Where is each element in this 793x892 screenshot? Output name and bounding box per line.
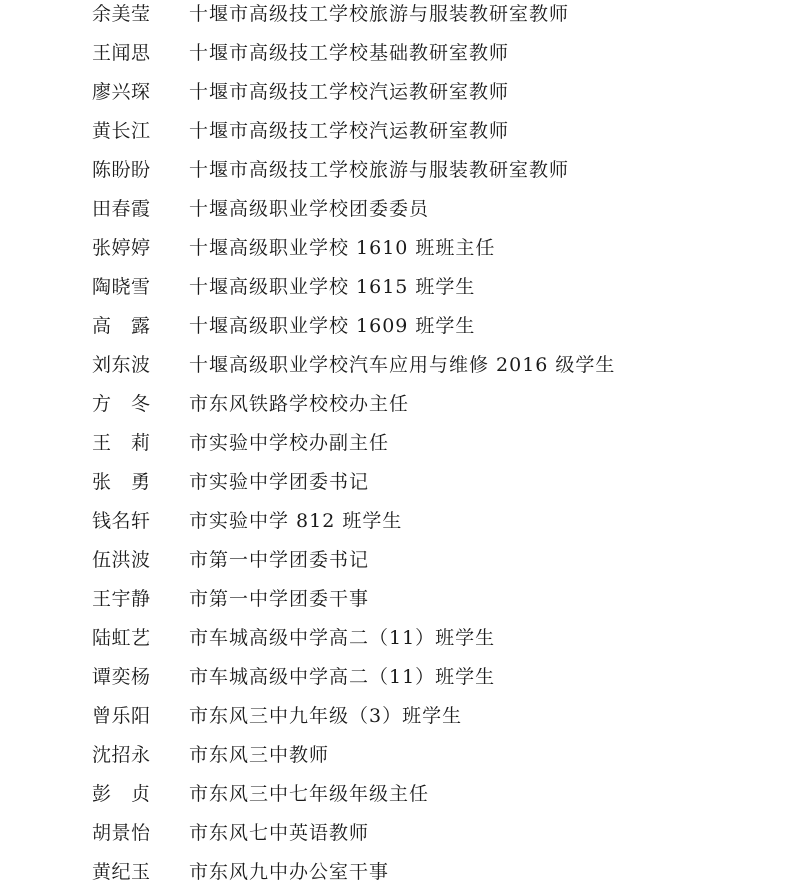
person-name: 张婷婷: [92, 237, 151, 259]
person-name: 黄纪玉: [92, 861, 151, 883]
person-title: 市第一中学团委干事: [189, 588, 370, 610]
person-name: 钱名轩: [92, 510, 151, 532]
person-name: 王闻思: [92, 42, 151, 64]
person-title: 十堰市高级技工学校汽运教研室教师: [189, 81, 510, 103]
list-item: [0, 775, 793, 814]
person-title: 市第一中学团委书记: [189, 549, 370, 571]
person-title: 市实验中学 812 班学生: [189, 510, 403, 532]
person-name: 胡景怡: [92, 822, 151, 844]
person-name: 沈招永: [92, 744, 151, 766]
person-title: 十堰市高级技工学校旅游与服装教研室教师: [189, 159, 570, 181]
person-name: 刘东波: [92, 354, 151, 376]
person-name: 陈盼盼: [92, 159, 151, 181]
person-title: 十堰高级职业学校 1615 班学生: [189, 276, 476, 298]
list-item: [0, 229, 793, 268]
person-name: 黄长江: [92, 120, 151, 142]
person-name: 廖兴琛: [92, 81, 151, 103]
list-item: [0, 190, 793, 229]
person-title: 十堰高级职业学校 1610 班班主任: [189, 237, 496, 259]
list-item: [0, 697, 793, 736]
person-name: 王 莉: [92, 432, 151, 454]
list-item: [0, 853, 793, 892]
person-title: 市东风九中办公室干事: [189, 861, 390, 883]
list-item: [0, 736, 793, 775]
person-name: 田春霞: [92, 198, 151, 220]
list-item: [0, 346, 793, 385]
list-item: [0, 0, 793, 34]
person-title: 市东风七中英语教师: [189, 822, 370, 844]
list-item: [0, 541, 793, 580]
person-name: 余美莹: [92, 3, 151, 25]
person-title: 市东风铁路学校校办主任: [189, 393, 410, 415]
list-item: [0, 34, 793, 73]
list-item: [0, 502, 793, 541]
list-item: [0, 619, 793, 658]
list-item: [0, 73, 793, 112]
person-name: 方 冬: [92, 393, 151, 415]
person-title: 十堰高级职业学校汽车应用与维修 2016 级学生: [189, 354, 616, 376]
person-name: 陆虹艺: [92, 627, 151, 649]
list-item: [0, 658, 793, 697]
person-title: 市车城高级中学高二（11）班学生: [189, 627, 496, 649]
person-title: 市东风三中教师: [189, 744, 330, 766]
person-title: 十堰高级职业学校 1609 班学生: [189, 315, 476, 337]
list-item: [0, 814, 793, 853]
person-title: 市实验中学团委书记: [189, 471, 370, 493]
person-title: 十堰高级职业学校团委委员: [189, 198, 430, 220]
person-name: 高 露: [92, 315, 151, 337]
list-item: [0, 463, 793, 502]
person-name: 张 勇: [92, 471, 151, 493]
list-item: [0, 307, 793, 346]
person-title: 十堰市高级技工学校基础教研室教师: [189, 42, 510, 64]
list-item: [0, 268, 793, 307]
person-name: 曾乐阳: [92, 705, 151, 727]
person-title: 市东风三中九年级（3）班学生: [189, 705, 463, 727]
person-name: 彭 贞: [92, 783, 151, 805]
list-item: [0, 151, 793, 190]
list-item: [0, 112, 793, 151]
person-name: 谭奕杨: [92, 666, 151, 688]
list-item: [0, 424, 793, 463]
person-title: 十堰市高级技工学校旅游与服装教研室教师: [189, 3, 570, 25]
person-title: 市车城高级中学高二（11）班学生: [189, 666, 496, 688]
person-title: 市实验中学校办副主任: [189, 432, 390, 454]
person-title: 十堰市高级技工学校汽运教研室教师: [189, 120, 510, 142]
person-name: 伍洪波: [92, 549, 151, 571]
list-item: [0, 580, 793, 619]
person-name: 王宇静: [92, 588, 151, 610]
list-item: [0, 385, 793, 424]
person-name: 陶晓雪: [92, 276, 151, 298]
person-title: 市东风三中七年级年级主任: [189, 783, 430, 805]
